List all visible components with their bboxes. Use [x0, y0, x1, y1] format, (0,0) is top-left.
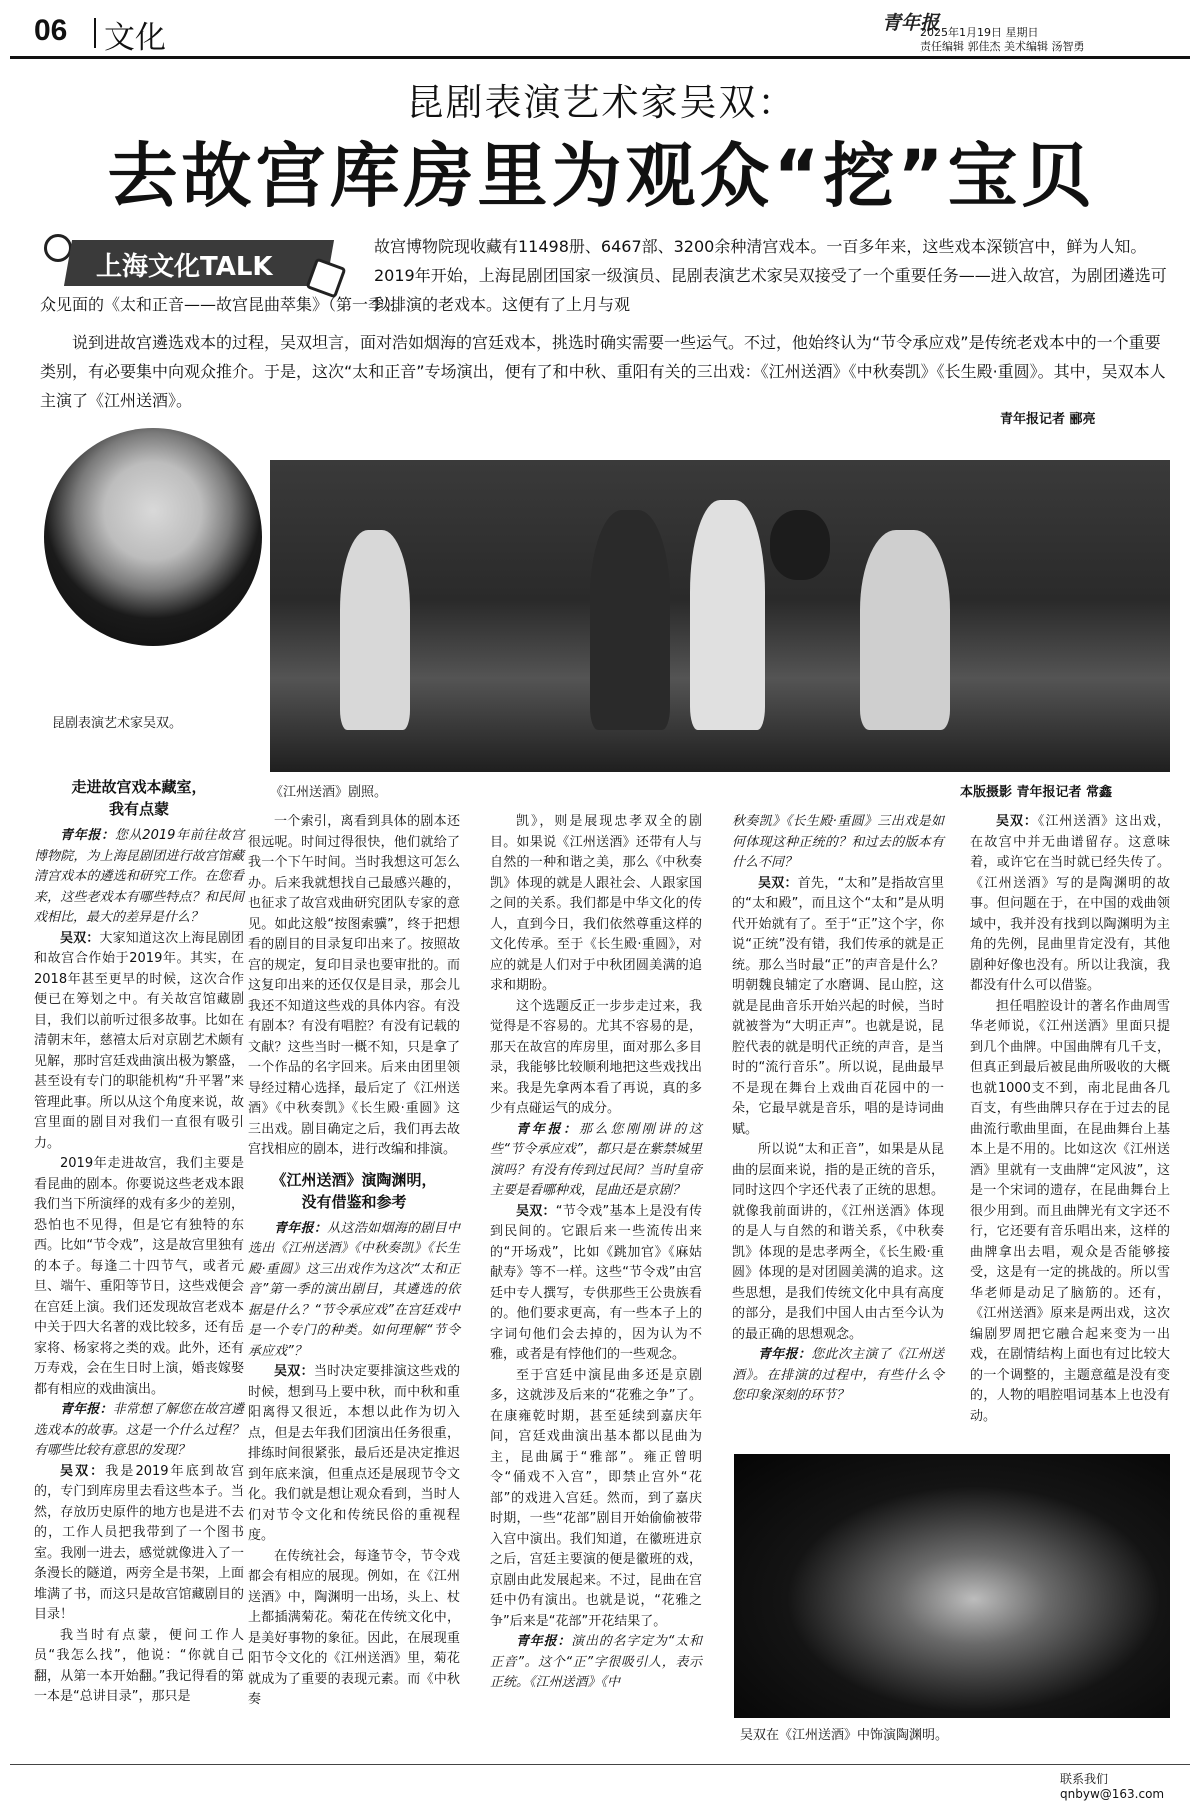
paragraph-text: 至于宫廷中演昆曲多还是京剧多，这就涉及后来的“花雅之争”了。在康雍乾时期，甚至延续到嘉庆年间，宫廷戏曲演出基本都以昆曲为主，昆曲属于“雅部”。雍正曾明令“俑戏不入宫”，即禁止宫外“花部”的戏进入宫廷。然而，到了嘉庆时期，一些“花部”剧目开始偷偷被带入宫中演出。我们知道，在徽班进京之后，宫廷主要演的便是徽班的戏，京剧由此发展起来。不过，昆曲在宫廷中仍有演出。也就是说，“花雅之争”后来是“花部”开花结果了。 — [490, 1367, 702, 1629]
paragraph-text: 我当时有点蒙，便问工作人员“我怎么找”，他说：“你就自己翻，从第一本开始翻。”我记得看的第一本是“总讲目录”，那只是 — [34, 1627, 244, 1704]
answer-paragraph — [34, 1462, 244, 1626]
speaker-label: 青年报： — [60, 1402, 113, 1417]
paragraph-text: 凯》，则是展现忠孝双全的剧目。如果说《江州送酒》还带有人与自然的一种和谐之美，那么《中秋奏凯》体现的就是人跟社会、人跟家国之间的关系。我们都是中华文化的传人，直到今日，我们依然尊重这样的文化传承。至于《长生殿·重圆》，对应的就是人们对于中秋团圆美满的追求和期盼。 — [490, 814, 702, 993]
article-title: 去故宫库房里为观众“挖”宝贝 — [107, 135, 1096, 217]
answer-paragraph — [248, 1362, 460, 1547]
speaker-label: 青年报： — [516, 1121, 579, 1137]
reporter-byline: 青年报记者 郦亮 — [1000, 412, 1096, 427]
paragraph-text: 所以说“太和正音”，如果是从昆曲的层面来说，指的是正统的音乐，同时这四个字还代表了正统的思想。就像我前面讲的，《江州送酒》体现的是人与自然的和谐关系，《中秋奏凯》体现的是忠孝两全，《长生殿·重圆》体现的是对团圆美满的追求。这些思想，是我们传统文化中具有高度的部分，是我们中国人由古至今认为的最正确的思想观念。 — [732, 1142, 944, 1342]
wine-jar — [770, 510, 830, 580]
answer-paragraph — [34, 1626, 244, 1708]
section-heading: 走进故宫戏本藏室， 我有点蒙 — [71, 778, 207, 818]
answer-paragraph — [34, 1154, 244, 1400]
paragraph-text: 首先，“太和”是指故宫里的“太和殿”，而且这个“太和”是从明代开始就有了。至于“正”这个字，你说“正统”没有错，我们传承的就是正统。那么当时最“正”的声音是什么？明朝魏良辅定了水磨调、昆山腔，这就是昆曲音乐开始兴起的时候，当时就被誉为“大明正声”。也就是说，昆腔代表的就是明代正统的声音，是当时的“流行音乐”。所以说，昆曲最早不是现在舞台上戏曲百花园中的一朵，它最早就是音乐，唱的是诗词曲赋。 — [732, 875, 944, 1137]
question-paragraph — [490, 1120, 702, 1202]
section-name: 文化 — [104, 20, 166, 56]
paragraph-text: 大家知道这次上海昆剧团和故宫合作始于2019年。其实，在2018年甚至更早的时候，这次合作便已在筹划之中。有关故宫馆藏剧目，我们以前听过很多故事。比如在清朝末年，慈禧太后对京剧艺术颇有见解，那时宫廷戏曲演出极为繁盛，甚至设有专门的职能机构“升平署”来管理此事。所以从这个角度来说，故宫里面的剧目对我们一直很有吸引力。 — [34, 930, 244, 1151]
article-column-3 — [490, 812, 702, 1694]
speaker-label: 吴双： — [516, 1203, 556, 1219]
editors-line: 责任编辑 郭佳杰 美术编辑 汤智勇 — [920, 40, 1085, 53]
answer-paragraph — [34, 929, 244, 1155]
question-paragraph — [732, 1345, 944, 1407]
article-subtitle: 昆剧表演艺术家吴双： — [406, 81, 797, 124]
lede-paragraph: 故宫博物院现收藏有11498册、6467部、3200余种清宫戏本。一百多年来，这些戏本深锁宫中，鲜为人知。2019年开始，上海昆剧团国家一级演员、昆剧表演艺术家吴双接受了一个重要任务——进入故宫，为剧团遴选可以排演的老戏本。这便有了上月与观 — [374, 237, 1167, 314]
speaker-label: 青年报： — [60, 828, 115, 843]
performer-figure — [860, 530, 950, 730]
performer-figure — [590, 510, 670, 730]
paragraph-text: 一个索引，离看到具体的剧本还很远呢。时间过得很快，他们就给了我一个下午时间。当时我想这可怎么办。后来我就想找自己最感兴趣的，也征求了故宫戏曲研究团队专家的意见。如此这般“按图索骥”，终于把想看的剧目的目录复印出来了。按照故宫的规定，复印目录也要审批的。而这复印出来的还仅仅是目录，那会儿我还不知道这些戏的具体内容。有没有剧本？有没有唱腔？有没有记载的文献？这些当时一概不知，只是拿了一个作品的名字回来。后来由团里领导经过精心选择，最后定了《江州送酒》《中秋奏凯》《长生殿·重圆》这三出戏。剧目确定之后，我们再去故宫找相应的剧本，进行改编和排演。 — [248, 814, 460, 1157]
performer-figure — [690, 500, 765, 730]
article-column-4 — [732, 812, 944, 1407]
question-paragraph — [34, 1400, 244, 1462]
paragraph-text: 非常想了解您在故宫遴选戏本的故事。这是一个什么过程？有哪些比较有意思的发现？ — [34, 1402, 244, 1458]
paragraph-text: 那么您刚刚讲的这些“节令承应戏”，都只是在紫禁城里演吗？有没有传到过民间？当时皇帝主要是看哪种戏，昆曲还是京剧？ — [490, 1121, 702, 1198]
lede-paragraph-cont: 众见面的《太和正音——故宫昆曲萃集》（第一季）。 — [40, 295, 409, 314]
paragraph-text: 演出的名字定为“太和正音”。这个“正”字很吸引人，表示正统。《江州送酒》《中 — [490, 1634, 702, 1690]
paragraph-text: 这个选题反正一步步走过来，我觉得是不容易的。尤其不容易的是，那天在故宫的库房里，面对那么多目录，我能够比较顺利地把这些戏找出来。我是先拿两本看了再说，真的多少有点碰运气的成分。 — [490, 998, 702, 1116]
section-heading: 《江州送酒》演陶渊明， 没有借鉴和参考 — [271, 1170, 437, 1211]
paragraph-text: 秋奏凯》《长生殿·重圆》三出戏是如何体现这种正统的？和过去的版本有什么不同？ — [732, 814, 944, 870]
performance-photo — [734, 1454, 1170, 1718]
article-column-1 — [34, 768, 244, 1708]
answer-paragraph — [970, 997, 1170, 1428]
speaker-label: 吴双： — [758, 875, 798, 891]
speaker-label: 青年报： — [274, 1220, 328, 1236]
stage-photo — [270, 460, 1170, 772]
answer-paragraph — [248, 812, 460, 1161]
answer-paragraph — [490, 812, 702, 997]
article-column-5 — [970, 812, 1170, 1427]
portrait-caption: 昆剧表演艺术家吴双。 — [52, 716, 183, 731]
paragraph-text: 2019年走进故宫，我们主要是看昆曲的剧本。你要说这些老戏本跟我们当下所演绎的戏有多少的差别，恐怕也不见得，但是它有独特的东西。比如“节令戏”，这是故宫里独有的本子。每逢二十四节气，或者元旦、端午、重阳等节日，这些戏便会在宫廷上演。我们还发现故宫老戏本中关于四大名著的戏比较多，还有岳家将、杨家将之类的戏。此外，还有万寿戏，会在生日时上演，婚丧嫁娶都有相应的戏曲演出。 — [34, 1156, 244, 1397]
speaker-label: 青年报： — [758, 1347, 812, 1362]
photo-credit: 本版摄影 青年报记者 常鑫 — [960, 785, 1113, 800]
newspaper-logo: 青年报 — [882, 12, 940, 34]
performance-caption: 吴双在《江州送酒》中饰演陶渊明。 — [740, 1728, 949, 1743]
talk-logo-text: 上海文化TALK — [96, 252, 273, 282]
paragraph-text: 《江州送酒》这出戏，在故宫中并无曲谱留存。这意味着，或许它在当时就已经失传了。《江州送酒》写的是陶渊明的故事。但问题在于，在中国的戏曲领域中，我并没有找到以陶渊明为主角的先例，昆曲里肯定没有，其他剧种好像也没有。所以让我演，我都没有什么可以借鉴。 — [970, 814, 1170, 993]
portrait-photo — [44, 428, 262, 646]
answer-paragraph — [490, 997, 702, 1120]
header-rule — [10, 56, 1190, 59]
speaker-label: 青年报： — [516, 1634, 572, 1649]
performer-figure — [340, 530, 410, 730]
paragraph-text: 我是2019年底到故宫的，专门到库房里去看这些本子。当然，存放历史原件的地方也是进不去的，工作人员把我带到了一个图书室。我刚一进去，感觉就像进入了一条漫长的隧道，两旁全是书架，上面堆满了书，而这只是故宫馆藏剧目的目录！ — [34, 1463, 244, 1622]
lede-paragraph-2: 说到进故宫遴选戏本的过程，吴双坦言，面对浩如烟海的宫廷戏本，挑选时确实需要一些运气。不过，他始终认为“节令承应戏”是传统老戏本中的一个重要类别，有必要集中向观众推介。于是，这次“太和正音”专场演出，便有了和中秋、重阳有关的三出戏：《江州送酒》《中秋奏凯》《长生殿·重圆》。其中，吴双本人主演了《江州送酒》。 — [40, 333, 1166, 410]
question-paragraph — [490, 1632, 702, 1694]
footer-rule — [10, 1764, 1190, 1765]
paragraph-text: “节令戏”基本上是没有传到民间的。它跟后来一些流传出来的“开场戏”，比如《跳加官》《麻姑献寿》等不一样。这些“节令戏”由宫廷中专人撰写，专供那些王公贵族看的。他们要求更高，有一些本子上的字词句他们会去掉的，因为认为不雅，或者是有悖他们的一些观念。 — [490, 1203, 702, 1362]
paragraph-text: 您此次主演了《江州送酒》。在排演的过程中，有些什么令您印象深刻的环节？ — [732, 1347, 944, 1403]
answer-paragraph — [490, 1366, 702, 1633]
speaker-label: 吴双： — [996, 814, 1038, 829]
speaker-label: 吴双： — [274, 1364, 314, 1379]
question-paragraph — [248, 1219, 460, 1363]
stage-caption: 《江州送酒》剧照。 — [270, 785, 388, 800]
paragraph-text: 从这浩如烟海的剧目中选出《江州送酒》《中秋奏凯》《长生殿·重圆》这三出戏作为这次“太和正音”第一季的演出剧目，其遴选的依据是什么？“节令承应戏”在宫廷戏中是一个专门的种类。如何理解“节令承应戏”？ — [248, 1220, 460, 1359]
answer-paragraph — [970, 812, 1170, 997]
answer-paragraph — [248, 1547, 460, 1711]
paragraph-text: 在传统社会，每逢节令，节令戏都会有相应的展现。例如，在《江州送酒》中，陶渊明一出场，头上、杖上都插满菊花。菊花在传统文化中，是美好事物的象征。因此，在展现重阳节令文化的《江州送酒》里，菊花就成为了重要的表现元素。而《中秋奏 — [248, 1548, 460, 1707]
paragraph-text: 当时决定要排演这些戏的时候，想到马上要中秋，而中秋和重阳离得又很近，本想以此作为切入点，但是去年我们团演出任务很重，排练时间很紧张，最后还是决定推迟到年底来演，但重点还是展现节令文化。我们就是想让观众看到，当时人们对节令文化和传统民俗的重视程度。 — [248, 1364, 460, 1543]
answer-paragraph — [732, 1140, 944, 1345]
article-column-2 — [248, 812, 460, 1711]
speaker-label: 吴双： — [60, 930, 100, 946]
header-divider — [94, 18, 96, 48]
answer-paragraph — [490, 1202, 702, 1366]
speaker-label: 吴双： — [60, 1463, 106, 1479]
paragraph-text: 担任唱腔设计的著名作曲周雪华老师说，《江州送酒》里面只提到几个曲牌。中国曲牌有几千支，但真正到最后被昆曲所吸收的大概也就1000支不到，南北昆曲各几百支，有些曲牌只存在于过去的昆曲流行歌曲里面，在昆曲舞台上基本上是不用的。比如这次《江州送酒》里就有一支曲牌“定风波”，这是一个宋词的遗存，在昆曲舞台上很少用到。而且曲牌光有文字还不行，它还要有音乐唱出来，这样的曲牌拿出去唱，观众是否能够接受，这是有一定的挑战的。所以雪华老师是动足了脑筋的。还有，《江州送酒》原来是两出戏，这次编剧罗周把它融合起来变为一出戏，在剧情结构上面也有过比较大的一个调整的，主题意蕴是没有变的，人物的唱腔唱词基本上也没有动。 — [970, 998, 1170, 1424]
contact-footer: 联系我们 qnbyw@163.com — [1060, 1772, 1165, 1801]
page-number: 06 — [34, 14, 68, 47]
question-paragraph — [732, 812, 944, 874]
issue-date: 2025年1月19日 星期日 — [920, 26, 1039, 39]
question-paragraph — [34, 826, 244, 929]
answer-paragraph — [732, 874, 944, 1141]
paragraph-text: 您从2019年前往故宫博物院，为上海昆剧团进行故宫馆藏清宫戏本的遴选和研究工作。在您看来，这些老戏本有哪些特点？和民间戏相比，最大的差异是什么？ — [34, 828, 244, 925]
